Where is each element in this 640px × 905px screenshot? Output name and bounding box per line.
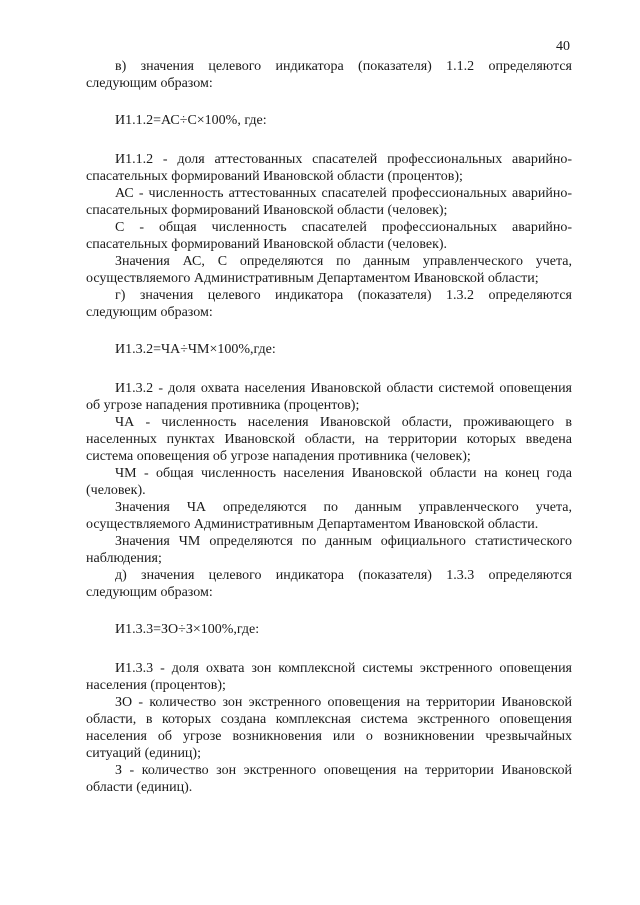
paragraph: ЧА - численность населения Ивановской области, проживающего в населенных пунктах Ивановской области, на территории которых введена система оповещения об угрозе нападения противника (человек); — [86, 415, 572, 464]
document-body — [86, 58, 572, 796]
paragraph: И1.3.3 - доля охвата зон комплексной системы экстренного оповещения населения (процентов); — [86, 661, 572, 693]
paragraph: С - общая численность спасателей профессиональных аварийно-спасательных формирований Ивановской области (человек). — [86, 220, 572, 252]
paragraph: д) значения целевого индикатора (показателя) 1.3.3 определяются следующим образом: — [86, 568, 572, 600]
paragraph: Значения ЧМ определяются по данным официального статистического наблюдения; — [86, 534, 572, 566]
paragraph: И1.1.2 - доля аттестованных спасателей профессиональных аварийно-спасательных формирований Ивановской области (процентов); — [86, 152, 572, 184]
formula-line: И1.3.2=ЧА÷ЧМ×100%,где: — [115, 342, 276, 357]
paragraph: ЗО - количество зон экстренного оповещения на территории Ивановской области, в которых создана комплексная система экстренного оповещения населения об угрозе возникновения или о возникновении чрезвычайных ситуаций (единиц); — [86, 695, 572, 761]
paragraph: в) значения целевого индикатора (показателя) 1.1.2 определяются следующим образом: — [86, 59, 572, 91]
paragraph: Значения ЧА определяются по данным управленческого учета, осуществляемого Административным Департаментом Ивановской области. — [86, 500, 572, 532]
paragraph: Значения АС, С определяются по данным управленческого учета, осуществляемого Административным Департаментом Ивановской области; — [86, 254, 572, 286]
page-number: 40 — [556, 39, 570, 54]
paragraph: З - количество зон экстренного оповещения на территории Ивановской области (единиц). — [86, 763, 572, 795]
paragraph: АС - численность аттестованных спасателей профессиональных аварийно-спасательных формирований Ивановской области (человек); — [86, 186, 572, 218]
paragraph: И1.3.2 - доля охвата населения Ивановской области системой оповещения об угрозе нападения противника (процентов); — [86, 381, 572, 413]
formula-line: И1.3.3=ЗО÷З×100%,где: — [115, 622, 260, 637]
formula-line: И1.1.2=АС÷С×100%, где: — [115, 113, 267, 128]
paragraph: г) значения целевого индикатора (показателя) 1.3.2 определяются следующим образом: — [86, 288, 572, 320]
paragraph: ЧМ - общая численность населения Ивановской области на конец года (человек). — [86, 466, 572, 498]
